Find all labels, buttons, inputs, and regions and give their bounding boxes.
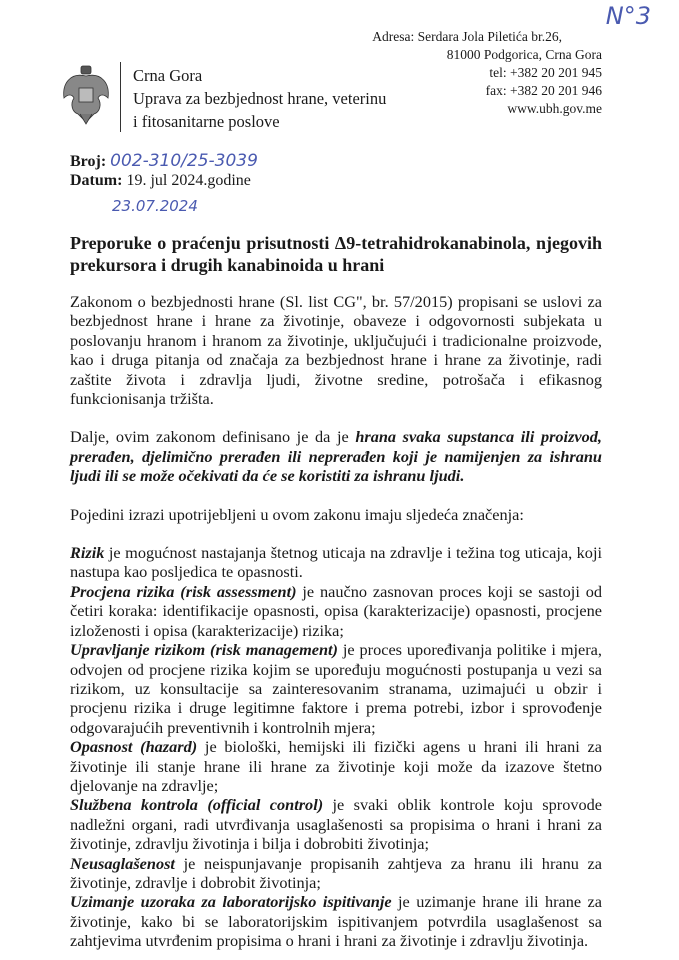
definition-text: je svaki oblik kontrole koju sprovode nadležni organi, radi utvrđivanja usaglašenosti sa propisima o hrani i hrani za životinje, zdravlju životinja i bilja i dobrobiti životinja; [70, 795, 602, 854]
broj-label: Broj: [70, 153, 107, 170]
address-city: 81000 Podgorica, Crna Gora [446, 47, 602, 62]
datum-value: 19. jul 2024.godine [126, 172, 251, 189]
coat-of-arms-icon [60, 64, 112, 126]
broj-value: 002-310/25-3039 [110, 151, 258, 171]
org-name-line1: Uprava za bezbjednost hrane, veterinu [133, 89, 387, 108]
definition-term: Upravljanje rizikom (risk management) [70, 640, 338, 660]
address-web: www.ubh.gov.me [507, 101, 602, 116]
definition-item [70, 795, 602, 853]
definition-text: je mogućnost nastajanja štetnog uticaja na zdravlje i težina tog uticaja, koji nastupa kao posljedica te opasnosti. [70, 543, 602, 582]
definition-item [70, 582, 602, 640]
document-body [70, 292, 602, 951]
paragraph-lead: Dalje, ovim zakonom definisano je da je [70, 427, 356, 447]
definition-item [70, 543, 602, 582]
definition-text: je naučno zasnovan proces koji se sastoji od četiri koraka: identifikacije opasnosti, opisa (karakterizacije) opasnosti, procjene izloženosti i opisa (karakterizacije) rizika; [70, 581, 602, 640]
paragraph-definition-food [70, 427, 602, 485]
org-name-line2: i fitosanitarne poslove [133, 112, 280, 131]
address-block [372, 28, 602, 118]
definition-item [70, 854, 602, 893]
definition-term: Opasnost (hazard) [70, 737, 198, 757]
definition-text: je proces upoređivanja politike i mjera, odvojen od procjene rizika kojim se upoređuju mogućnosti postupanja u vezi sa rizikom, uz konsultacije sa zainteresovanim stranama, uzimajući u obzir i procjenu rizika i druge legitimne faktore i prema potrebi, izbor i sprovođenje odgovarajućih preventivnih i kontrolnih mjera; [70, 640, 602, 737]
country-name: Crna Gora [133, 66, 203, 85]
header-divider [120, 62, 121, 132]
datum-label: Datum: [70, 172, 123, 189]
definition-text: je biološki, hemijski ili fizički agens u hrani ili hrani za životinje ili stanje hrane ili hrane za životinje koji može da izazove štetno djelovanje na zdravlje; [70, 737, 602, 795]
organization-block [133, 64, 386, 133]
definition-item [70, 892, 602, 950]
definition-term: Uzimanje uzoraka za laboratorijsko ispitivanje [70, 892, 392, 912]
definition-text: je neispunjavanje propisanih zahtjeva za hranu ili hranu za životinje, zdravlje i dobrobit životinja; [70, 853, 602, 892]
food-definition-emphasis: hrana svaka supstanca ili proizvod, prerađen, djelimično prerađen ili neprerađen koji je namijenjen za ishranu ljudi ili se može očekivati da će se koristiti za ishranu ljudi. [70, 427, 602, 486]
address-street: Adresa: Serdara Jola Piletića br.26, [372, 29, 562, 44]
document-title: Preporuke o praćenju prisutnosti Δ9-tetrahidrokanabinola, njegovih prekursora i drugih kanabinoida u hrani [70, 233, 602, 275]
definition-term: Procjena rizika (risk assessment) [70, 581, 297, 601]
definition-item [70, 737, 602, 795]
address-tel: tel: +382 20 201 945 [489, 65, 602, 80]
definition-term: Službena kontrola (official control) [70, 795, 324, 815]
address-fax: fax: +382 20 201 946 [485, 83, 602, 98]
definition-text: je uzimanje hrane ili hrane za životinje, kako bi se laboratorijskim ispitivanjem potvrdila usaglašenost sa zahtjevima utvrđenim propisima o hrani i hrani za životinje i zdravlju životinja. [70, 892, 602, 951]
definition-term: Neusaglašenost [70, 853, 175, 873]
handwritten-date: 23.07.2024 [112, 197, 198, 215]
definition-term: Rizik [70, 543, 105, 563]
paragraph-law: Zakonom o bezbjednosti hrane (Sl. list CG", br. 57/2015) propisani se uslovi za bezbjednost hrane i hrane za životinje, obaveze i odgovornosti subjekata u poslovanju hranom i hranom za životinje, uključujući i tradicionalne proizvode, kao i druga pitanja od značaja za bezbjednost hrane i hrane za životinje, radi zaštite života i zdravlja ljudi, životne sredine, potrošača i efikasnog funkcionisanja tržišta. [70, 292, 602, 409]
handwritten-number: N°3 [605, 2, 651, 30]
reference-block [70, 152, 258, 190]
definitions-list [70, 543, 602, 951]
paragraph-terms-intro: Pojedini izrazi upotrijebljeni u ovom zakonu imaju sljedeća značenja: [70, 504, 524, 524]
definition-item [70, 640, 602, 737]
